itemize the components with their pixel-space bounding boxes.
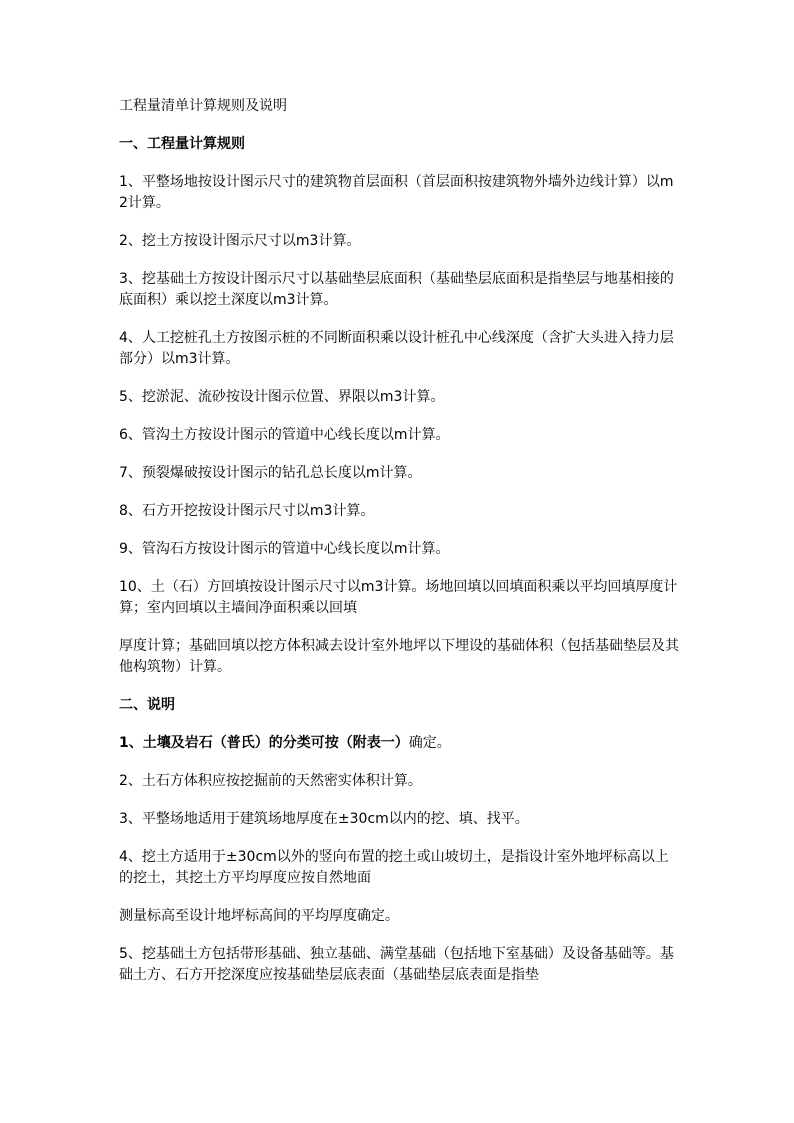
rule-item: 6、管沟土方按设计图示的管道中心线长度以m计算。 bbox=[119, 427, 450, 443]
rule-item: 1、平整场地按设计图示尺寸的建筑物首层面积（首层面积按建筑物外墙外边线计算）以m2计算。 bbox=[119, 174, 674, 211]
note-item bbox=[119, 733, 681, 754]
rule-item: 8、石方开挖按设计图示尺寸以m3计算。 bbox=[119, 503, 375, 519]
rule-item: 9、管沟石方按设计图示的管道中心线长度以m计算。 bbox=[119, 541, 450, 557]
rule-item: 7、预裂爆破按设计图示的钻孔总长度以m计算。 bbox=[119, 465, 422, 481]
note-item-bold-text: 1、土壤及岩石（普氏）的分类可按（附表一） bbox=[119, 735, 409, 751]
document-page bbox=[119, 96, 681, 1003]
rule-item: 5、挖淤泥、流砂按设计图示位置、界限以m3计算。 bbox=[119, 389, 445, 405]
rule-item: 10、土（石）方回填按设计图示尺寸以m3计算。场地回填以回填面积乘以平均回填厚度计算；室内回填以主墙间净面积乘以回填 bbox=[119, 579, 678, 616]
note-item: 3、平整场地适用于建筑场地厚度在±30cm以内的挖、填、找平。 bbox=[119, 811, 529, 827]
rule-item: 4、人工挖桩孔土方按图示桩的不同断面积乘以设计桩孔中心线深度（含扩大头进入持力层部分）以m3计算。 bbox=[119, 330, 674, 367]
rule-item-continued: 厚度计算；基础回填以挖方体积减去设计室外地坪以下埋设的基础体积（包括基础垫层及其他构筑物）计算。 bbox=[119, 638, 679, 675]
rule-item: 3、挖基础土方按设计图示尺寸以基础垫层底面积（基础垫层底面积是指垫层与地基相接的底面积）乘以挖土深度以m3计算。 bbox=[119, 271, 674, 308]
section-heading-notes: 二、说明 bbox=[119, 697, 175, 713]
note-item: 2、土石方体积应按挖掘前的天然密实体积计算。 bbox=[119, 773, 422, 789]
section-heading-rules: 一、工程量计算规则 bbox=[119, 136, 245, 152]
note-item-continued: 测量标高至设计地坪标高间的平均厚度确定。 bbox=[119, 908, 399, 924]
note-item: 5、挖基础土方包括带形基础、独立基础、满堂基础（包括地下室基础）及设备基础等。基础土方、石方开挖深度应按基础垫层底表面（基础垫层底表面是指垫 bbox=[119, 946, 674, 983]
note-item-text: 确定。 bbox=[408, 735, 451, 751]
note-item: 4、挖土方适用于±30cm以外的竖向布置的挖土或山坡切土，是指设计室外地坪标高以上的挖土，其挖土方平均厚度应按自然地面 bbox=[119, 849, 669, 886]
document-title: 工程量清单计算规则及说明 bbox=[119, 98, 287, 114]
rule-item: 2、挖土方按设计图示尺寸以m3计算。 bbox=[119, 233, 361, 249]
